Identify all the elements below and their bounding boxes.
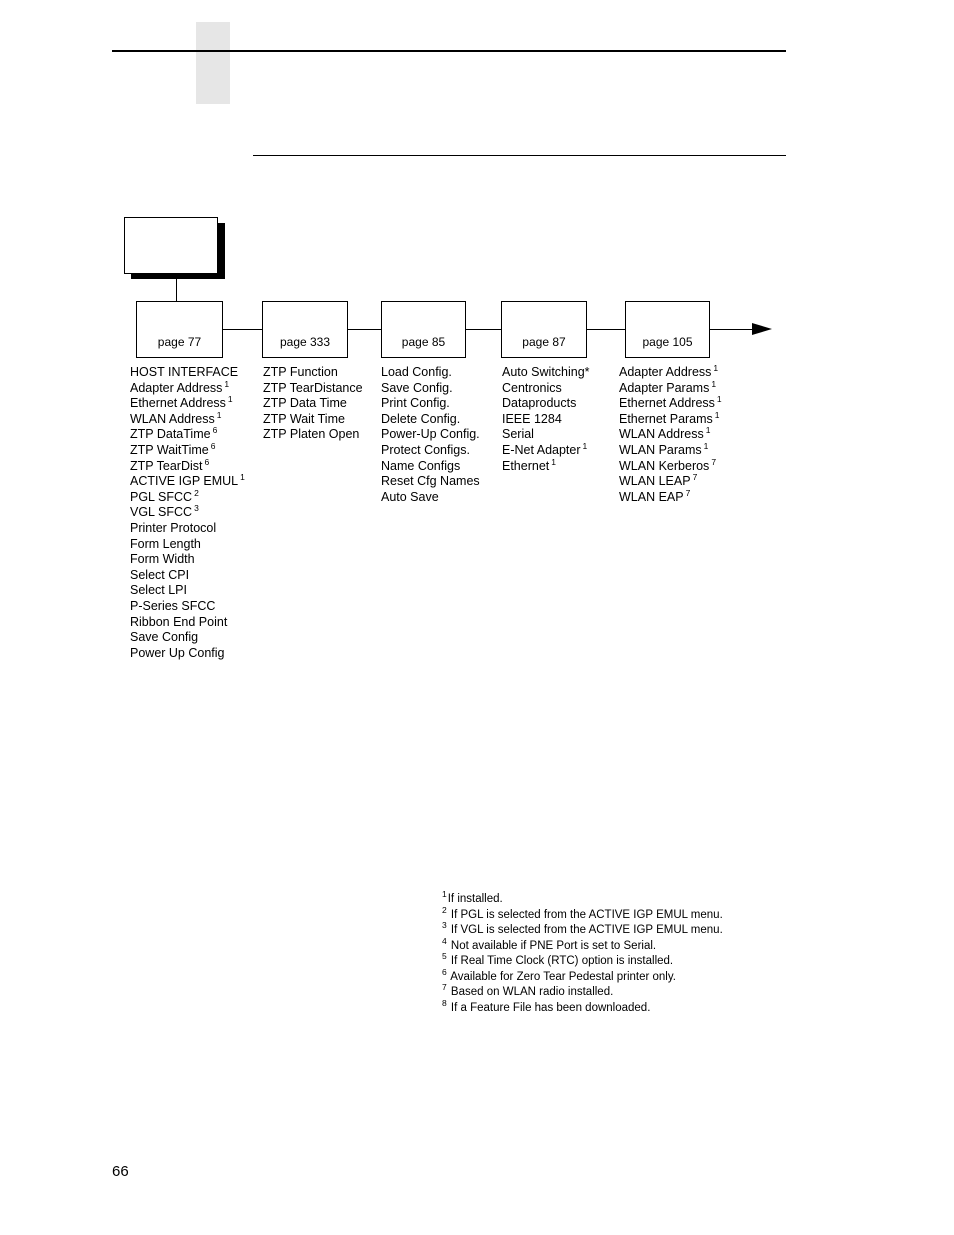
menu-box-page-85 — [381, 301, 466, 358]
menu-item — [130, 615, 245, 631]
footnote-ref: 1 — [551, 456, 556, 467]
footnote-ref: 6 — [204, 456, 210, 467]
menu-item-text: Printer Protocol — [130, 520, 217, 535]
footnote-number: 5 — [442, 951, 447, 961]
page-ref-label: page 333 — [279, 335, 331, 349]
footnote-number: 8 — [442, 997, 447, 1008]
menu-item — [502, 440, 590, 459]
menu-item-text: Form Width — [130, 552, 195, 567]
footnote-ref: 1 — [703, 440, 709, 451]
footnote-text: Not available if PNE Port is set to Serial. — [447, 939, 657, 952]
menu-item-text: VGL SFCC — [130, 505, 193, 520]
footnote-ref: 6 — [210, 440, 216, 451]
menu-item — [502, 412, 590, 428]
page-number: 66 — [112, 1163, 129, 1180]
menu-item-text: PGL SFCC — [130, 489, 193, 504]
footnote-ref: 1 — [227, 394, 233, 405]
menu-item — [619, 378, 722, 397]
menu-item-text: ACTIVE IGP EMUL — [130, 474, 239, 489]
footnote-ref: 7 — [685, 487, 691, 498]
menu-item-text: Serial — [502, 427, 534, 442]
footnote-number: 4 — [442, 935, 447, 946]
footnote-ref: 1 — [224, 378, 230, 389]
menu-item-text: WLAN Kerberos — [619, 458, 710, 473]
menu-box-page-105 — [625, 301, 710, 358]
menu-item-text: ZTP DataTime — [130, 427, 211, 442]
menu-item-text: Ethernet Params — [619, 411, 713, 426]
menu-item — [502, 456, 590, 475]
chapter-tab — [196, 22, 230, 104]
menu-item — [130, 568, 245, 584]
footnote — [442, 889, 723, 908]
section-rule — [253, 155, 786, 156]
menu-item-text: Power Up Config — [130, 645, 225, 660]
menu-item — [130, 474, 245, 490]
menu-item — [130, 409, 245, 428]
menu-connector — [348, 329, 381, 330]
menu-item-text: Form Length — [130, 536, 201, 551]
menu-item-text: Dataproducts — [502, 396, 577, 411]
footnote-number: 7 — [442, 982, 447, 992]
footnote-ref: 1 — [705, 425, 711, 436]
menu-item-list — [619, 365, 722, 505]
menu-item — [130, 552, 245, 568]
menu-item-text: Auto Save — [381, 489, 439, 504]
menu-item-text: ZTP TearDist — [130, 458, 203, 473]
menu-item — [502, 427, 590, 443]
root-menu-box — [124, 217, 218, 274]
menu-item-text: Name Configs — [381, 458, 461, 473]
menu-item-text: Save Config. — [381, 380, 453, 395]
footnote-ref: 1 — [216, 409, 222, 420]
menu-item — [130, 583, 245, 599]
footnote-text: If PGL is selected from the ACTIVE IGP EMUL menu. — [447, 908, 723, 921]
page-ref-label: page 87 — [522, 335, 566, 349]
menu-item-text: Print Config. — [381, 396, 450, 411]
menu-item-text: ZTP Platen Open — [263, 427, 360, 442]
menu-box-page-87 — [501, 301, 587, 358]
footnote — [442, 904, 723, 924]
menu-item-text: ZTP Wait Time — [263, 411, 345, 426]
footnote — [442, 982, 723, 1001]
footnote-ref: 6 — [212, 425, 218, 436]
menu-item-list — [502, 365, 590, 474]
menu-item — [130, 599, 245, 615]
footnote — [442, 966, 723, 986]
menu-item-text: E-Net Adapter — [502, 442, 581, 457]
menu-item-text: WLAN EAP — [619, 489, 684, 504]
footnote — [442, 920, 723, 939]
page-ref-label: page 105 — [642, 335, 693, 349]
menu-item — [130, 487, 245, 506]
menu-item — [381, 443, 480, 459]
menu-item-text: ZTP Data Time — [263, 396, 347, 411]
menu-item-text: Load Config. — [381, 365, 452, 379]
menu-item-list — [263, 365, 363, 443]
footnotes — [442, 889, 723, 1016]
menu-item-list — [381, 365, 480, 505]
menu-item — [130, 630, 245, 646]
menu-connector — [223, 329, 262, 330]
menu-item-text: P-Series SFCC — [130, 598, 216, 613]
menu-item-text: Adapter Address — [619, 365, 712, 379]
footnote-ref: 1 — [714, 409, 720, 420]
menu-item — [619, 456, 722, 475]
menu-item — [130, 427, 245, 443]
menu-item — [619, 396, 722, 412]
footnote-ref: 1 — [713, 363, 719, 373]
menu-item — [619, 487, 722, 506]
menu-item-text: WLAN Params — [619, 442, 702, 457]
footnote-text: If a Feature File has been downloaded. — [447, 1001, 651, 1014]
menu-box-page-77 — [136, 301, 223, 358]
menu-item-text: Ethernet — [502, 458, 550, 473]
menu-item — [130, 440, 245, 459]
menu-item — [619, 440, 722, 459]
footnote-text: Available for Zero Tear Pedestal printer only. — [447, 970, 676, 983]
menu-item — [619, 474, 722, 490]
menu-item — [381, 396, 480, 412]
menu-item — [130, 396, 245, 412]
header-rule — [112, 50, 786, 52]
menu-item-text: IEEE 1284 — [502, 411, 562, 426]
footnote-ref: 7 — [692, 472, 698, 483]
menu-item — [619, 365, 722, 381]
menu-item — [130, 646, 245, 662]
footnote-ref: 1 — [240, 472, 245, 483]
footnote-ref: 1 — [582, 440, 588, 451]
menu-item — [130, 456, 245, 475]
menu-item-text: WLAN Address — [619, 427, 704, 442]
menu-item-text: Delete Config. — [381, 411, 461, 426]
menu-item — [263, 412, 363, 428]
menu-item — [263, 427, 363, 443]
footnote-text: If VGL is selected from the ACTIVE IGP EMUL menu. — [447, 924, 723, 936]
menu-item-text: Ethernet Address — [619, 396, 715, 411]
footnote-text: If installed. — [447, 893, 503, 905]
footnote-ref: 7 — [711, 456, 717, 467]
menu-connector — [587, 329, 625, 330]
footnote-ref: 2 — [194, 487, 199, 498]
menu-item-text: Select CPI — [130, 567, 190, 582]
footnote — [442, 935, 723, 955]
menu-item-text: Protect Configs. — [381, 442, 470, 457]
menu-connector — [710, 329, 754, 330]
page-ref-label: page 85 — [401, 335, 446, 349]
menu-item — [502, 365, 590, 381]
menu-item — [381, 381, 480, 397]
footnote — [442, 997, 723, 1017]
footnote-ref: 1 — [711, 378, 717, 389]
menu-item-text: Save Config — [130, 630, 199, 645]
menu-item-text: Select LPI — [130, 583, 187, 598]
footnote-number: 3 — [442, 920, 447, 930]
continue-arrow-icon — [752, 323, 772, 335]
menu-box-page-333 — [262, 301, 348, 358]
menu-item-text: Reset Cfg Names — [381, 474, 480, 489]
menu-item — [130, 505, 245, 521]
menu-item-text: WLAN LEAP — [619, 474, 691, 489]
menu-item-text: Centronics — [502, 380, 562, 395]
menu-item — [263, 396, 363, 412]
menu-item — [502, 381, 590, 397]
menu-item — [381, 365, 480, 381]
menu-item — [502, 396, 590, 412]
menu-item-text: Power-Up Config. — [381, 427, 480, 442]
menu-item-text: Adapter Params — [619, 380, 710, 395]
menu-item-text: ZTP TearDistance — [263, 380, 363, 395]
menu-item — [381, 412, 480, 428]
menu-item-text: Ethernet Address — [130, 396, 226, 411]
menu-item — [263, 365, 363, 381]
menu-item-text: ZTP Function — [263, 365, 338, 379]
footnote — [442, 951, 723, 970]
menu-item — [381, 459, 480, 475]
footnote-ref: 1 — [716, 394, 722, 405]
menu-item — [130, 521, 245, 537]
footnote-number: 2 — [442, 904, 447, 915]
menu-item-text: WLAN Address — [130, 411, 215, 426]
footnote-number: 6 — [442, 966, 447, 977]
menu-item — [381, 474, 480, 490]
menu-item-list — [130, 365, 245, 661]
menu-item — [263, 381, 363, 397]
menu-item — [381, 427, 480, 443]
menu-item-text: HOST INTERFACE — [130, 365, 239, 379]
page-ref-label: page 77 — [157, 335, 202, 349]
footnote-ref: 3 — [194, 503, 199, 514]
footnote-text: Based on WLAN radio installed. — [447, 986, 614, 998]
footnote-text: If Real Time Clock (RTC) option is installed. — [447, 955, 674, 967]
menu-item — [381, 490, 480, 506]
menu-item — [130, 537, 245, 553]
menu-item-text: Adapter Address — [130, 380, 223, 395]
menu-connector — [466, 329, 501, 330]
menu-item-text: Auto Switching* — [502, 365, 590, 379]
menu-item-text: ZTP WaitTime — [130, 442, 209, 457]
footnote-number: 1 — [442, 889, 447, 899]
menu-item-text: Ribbon End Point — [130, 614, 228, 629]
root-connector — [176, 279, 177, 301]
